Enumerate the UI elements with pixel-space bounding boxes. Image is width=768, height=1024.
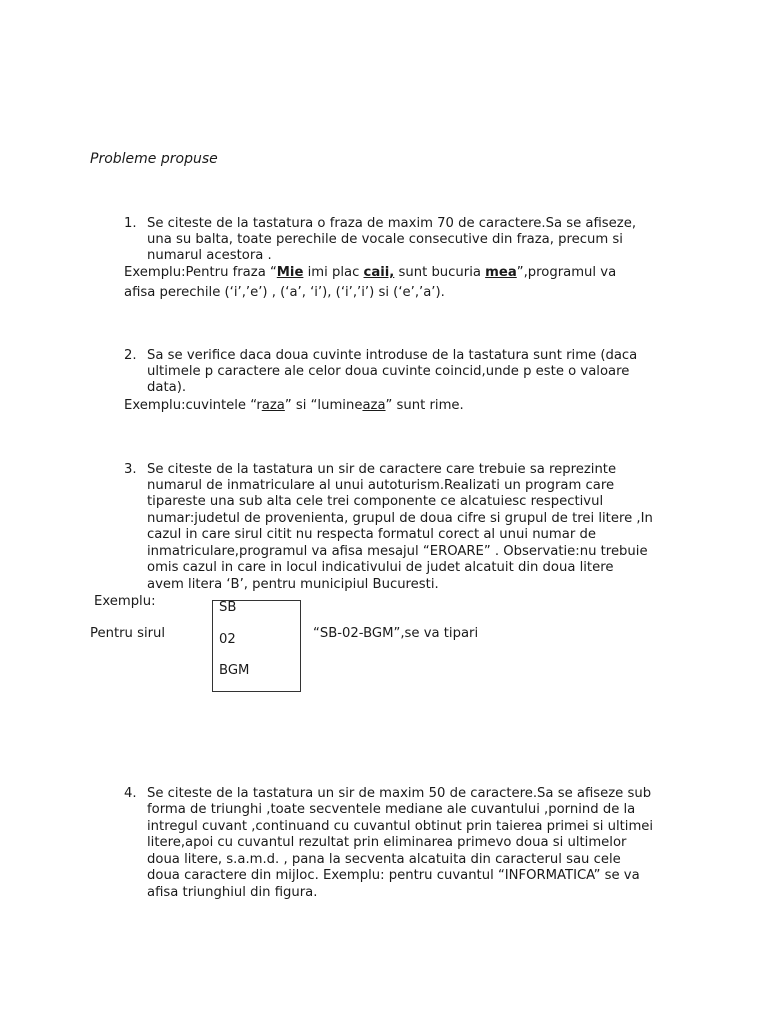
problem-4-number: 4. [124, 786, 137, 801]
problem-3-number: 3. [124, 462, 137, 477]
plate-county: SB [219, 600, 237, 615]
example-text-c: sunt bucuria [394, 265, 486, 280]
problem-4-line-6: doua caractere din mijloc. Exemplu: pentru cuvantul “INFORMATICA” se va [147, 868, 640, 883]
problem-2-line-3: data). [147, 380, 187, 395]
problem-2-line-1: Sa se verifice daca doua cuvinte introduse de la tastatura sunt rime (daca [147, 348, 638, 363]
plate-result: “SB-02-BGM”,se va tipari [313, 626, 479, 641]
word-caii: caii, [363, 265, 395, 280]
problem-3-line-3: tipareste una sub alta cele trei componente ce alcatuiesc respectivul [147, 494, 604, 509]
word-mea: mea [485, 265, 517, 280]
problem-2-number: 2. [124, 348, 137, 363]
example-text-c: ” sunt rime. [385, 398, 464, 413]
example-text-d: ”,programul va [516, 265, 617, 280]
problem-2-example [124, 398, 464, 415]
problem-3-line-5: cazul in care sirul citit nu respecta formatul corect al unui numar de [147, 527, 596, 542]
sir-label: Pentru sirul [90, 626, 166, 641]
problem-4-line-1: Se citeste de la tastatura un sir de maxim 50 de caractere.Sa se afiseze sub [147, 786, 652, 801]
problem-3-line-7: omis cazul in care in locul indicativului de judet alcatuit din doua litere [147, 560, 614, 575]
word-aza-2: aza [362, 398, 386, 413]
plate-digits: 02 [219, 632, 236, 647]
problem-1-line-3: numarul acestora . [147, 248, 272, 263]
example-label: Exemplu: [94, 594, 156, 609]
problem-3-line-6: inmatriculare,programul va afisa mesajul “EROARE” . Observatie:nu trebuie [147, 544, 648, 559]
problem-1-example [124, 265, 616, 282]
word-mie: Mie [276, 265, 304, 280]
plate-letters: BGM [219, 663, 250, 678]
problem-4-line-4: litere,apoi cu cuvantul rezultat prin eliminarea primevo doua si ultimelor [147, 835, 627, 850]
problem-1-line-1: Se citeste de la tastatura o fraza de maxim 70 de caractere.Sa se afiseze, [147, 216, 637, 231]
problem-1-line-2: una su balta, toate perechile de vocale consecutive din fraza, precum si [147, 232, 623, 247]
problem-4-line-3: intregul cuvant ,continuand cu cuvantul obtinut prin taierea primei si ultimei [147, 819, 654, 834]
example-text-a: Exemplu:cuvintele “r [124, 398, 262, 413]
problem-4-line-2: forma de triunghi ,toate secventele mediane ale cuvantului ,pornind de la [147, 802, 636, 817]
page-title: Probleme propuse [90, 151, 218, 167]
word-aza-1: aza [261, 398, 285, 413]
problem-3-line-4: numar:judetul de provenienta, grupul de doua cifre si grupul de trei litere ,In [147, 511, 653, 526]
problem-1-example-line-2: afisa perechile (‘i’,’e’) , (‘a’, ‘i’), (‘i’,’i’) si (‘e’,’a’). [124, 285, 445, 300]
problem-3-line-1: Se citeste de la tastatura un sir de caractere care trebuie sa reprezinte [147, 462, 617, 477]
example-text-a: Exemplu:Pentru fraza “ [124, 265, 277, 280]
problem-1-number: 1. [124, 216, 137, 231]
problem-2-line-2: ultimele p caractere ale celor doua cuvinte coincid,unde p este o valoare [147, 364, 630, 379]
problem-4-line-7: afisa triunghiul din figura. [147, 885, 318, 900]
example-text-b: ” si “lumine [284, 398, 363, 413]
example-text-b: imi plac [303, 265, 364, 280]
problem-3-line-2: numarul de inmatriculare al unui autoturism.Realizati un program care [147, 478, 615, 493]
problem-3-line-8: avem litera ‘B’, pentru municipiul Bucuresti. [147, 577, 439, 592]
problem-4-line-5: doua litere, s.a.m.d. , pana la secventa alcatuita din caracterul sau cele [147, 852, 621, 867]
